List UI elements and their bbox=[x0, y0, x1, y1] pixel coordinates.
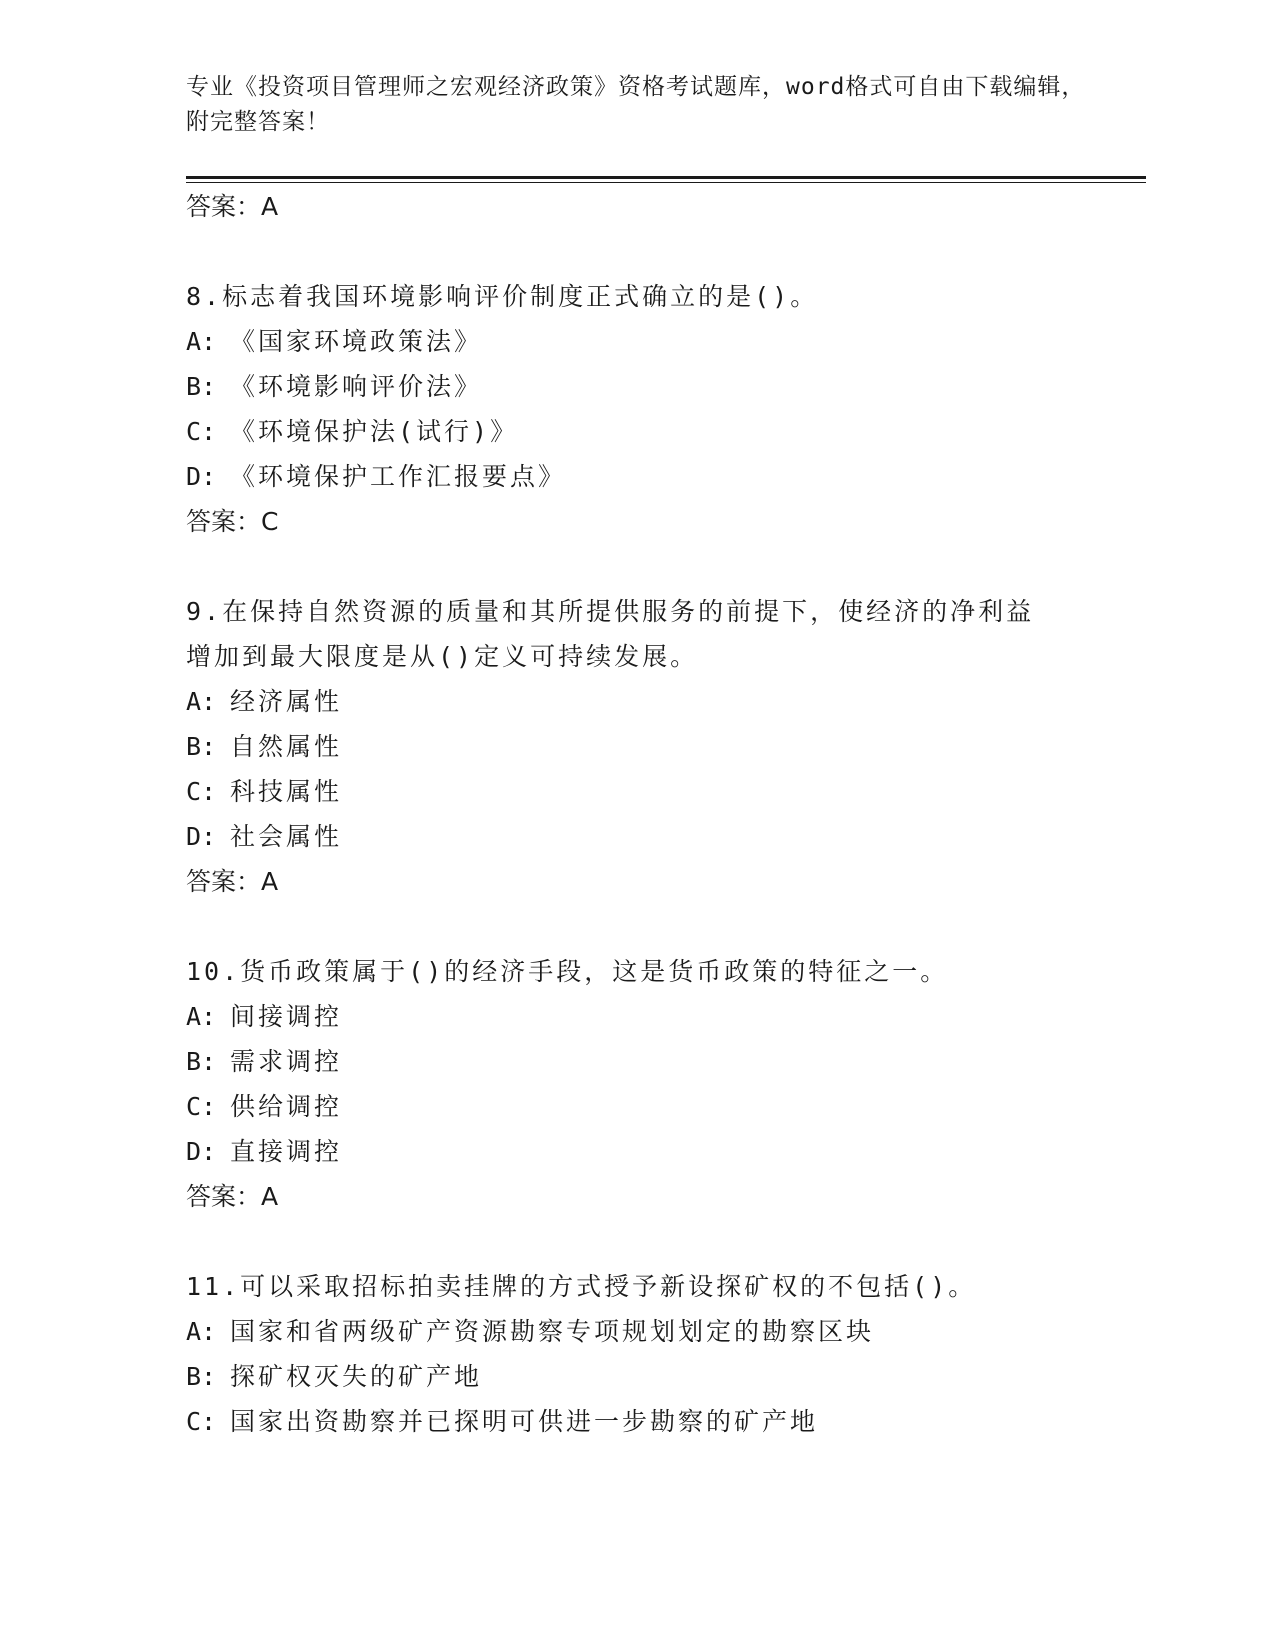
header-rule-thick bbox=[186, 176, 1146, 179]
question-8-option-b: B: 《环境影响评价法》 bbox=[186, 372, 483, 401]
question-11-option-a: A: 国家和省两级矿产资源勘察专项规划划定的勘察区块 bbox=[186, 1317, 875, 1346]
question-9-answer: 答案：A bbox=[186, 867, 279, 896]
document-header: 专业《投资项目管理师之宏观经济政策》资格考试题库，word格式可自由下载编辑，附完整答案！ bbox=[186, 74, 1086, 135]
question-8-stem: 8.标志着我国环境影响评价制度正式确立的是()。 bbox=[186, 282, 819, 311]
question-10-option-d: D: 直接调控 bbox=[186, 1137, 343, 1166]
question-9-option-b: B: 自然属性 bbox=[186, 732, 343, 761]
question-10-option-a: A: 间接调控 bbox=[186, 1002, 343, 1031]
question-10-option-b: B: 需求调控 bbox=[186, 1047, 343, 1076]
answer-previous: 答案：A bbox=[186, 192, 279, 221]
question-11-option-c: C: 国家出资勘察并已探明可供进一步勘察的矿产地 bbox=[186, 1407, 819, 1436]
question-9-option-d: D: 社会属性 bbox=[186, 822, 343, 851]
question-9-option-c: C: 科技属性 bbox=[186, 777, 343, 806]
question-8-answer: 答案：C bbox=[186, 507, 279, 536]
question-9-option-a: A: 经济属性 bbox=[186, 687, 343, 716]
question-11-stem: 11.可以采取招标拍卖挂牌的方式授予新设探矿权的不包括()。 bbox=[186, 1272, 977, 1301]
question-11-option-b: B: 探矿权灭失的矿产地 bbox=[186, 1362, 483, 1391]
question-10-answer: 答案：A bbox=[186, 1182, 279, 1211]
header-rule-thin bbox=[186, 182, 1146, 183]
question-9-stem-line-1: 9.在保持自然资源的质量和其所提供服务的前提下，使经济的净利益 bbox=[186, 597, 1035, 626]
question-8-option-a: A: 《国家环境政策法》 bbox=[186, 327, 483, 356]
question-10-stem: 10.货币政策属于()的经济手段，这是货币政策的特征之一。 bbox=[186, 957, 949, 986]
question-8-option-c: C: 《环境保护法(试行)》 bbox=[186, 417, 519, 446]
question-8-option-d: D: 《环境保护工作汇报要点》 bbox=[186, 462, 567, 491]
question-9-stem-line-2: 增加到最大限度是从()定义可持续发展。 bbox=[186, 642, 699, 671]
question-10-option-c: C: 供给调控 bbox=[186, 1092, 343, 1121]
